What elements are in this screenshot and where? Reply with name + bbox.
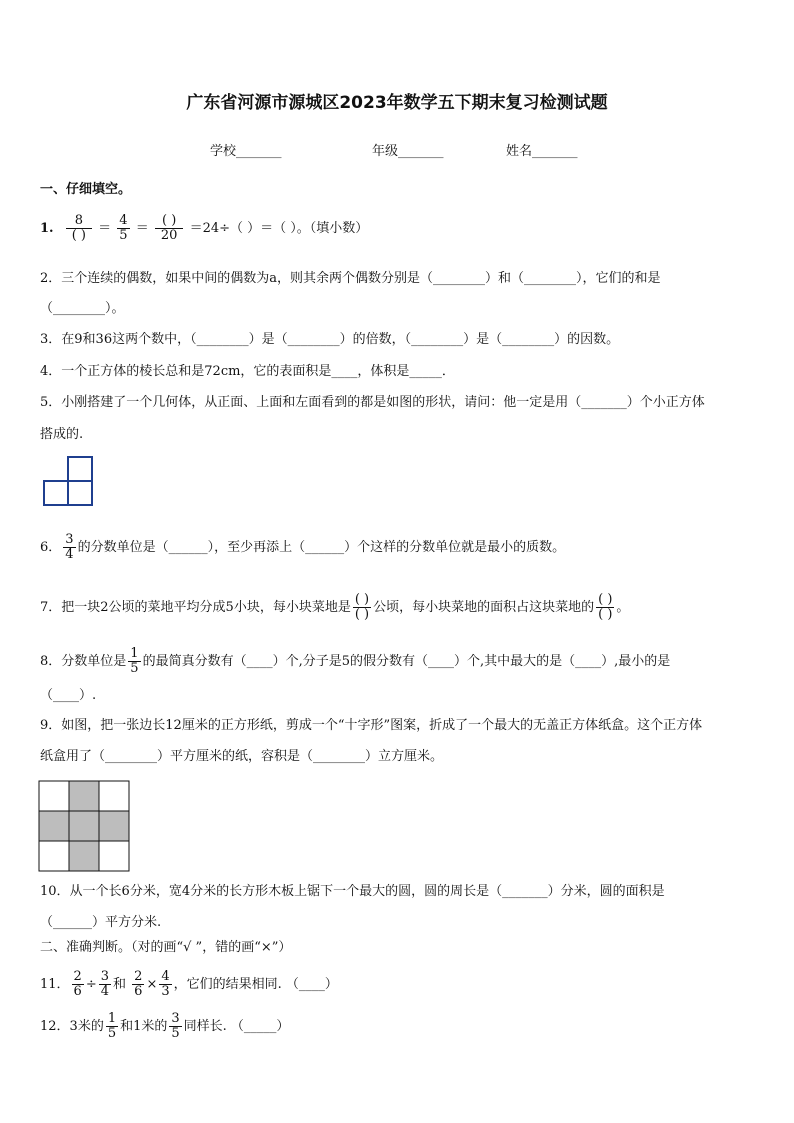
question-2-line-2: （________）。 — [40, 301, 125, 316]
question-11: 11． $\frac{2}{6}$ ÷ $\frac{3}{4}$ 和 $\frac{2}{6}$ × $\frac{4}{3}$ ，它们的结果相同. （____） — [40, 969, 338, 999]
fraction: $\frac{1}{5}$ — [107, 1011, 117, 1041]
fraction: $\frac{1}{5}$ — [130, 646, 139, 676]
question-8-line-2: （____）. — [40, 688, 97, 703]
fraction: $\frac{2}{6}$ — [73, 969, 82, 999]
question-5-line-1: 5．小刚搭建了一个几何体，从正面、上面和左面看到的都是如图的形状，请问：他一定是用（_______）个小正方体 — [40, 395, 705, 410]
fraction: $\frac{3}{4}$ — [100, 969, 110, 999]
grade-field: 年级_______ — [372, 144, 444, 159]
question-12: 12．3米的 $\frac{1}{5}$ 和1米的 $\frac{3}{5}$ 同样长. （_____） — [40, 1011, 290, 1041]
question-10-line-1: 10．从一个长6分米，宽4分米的长方形木板上锯下一个最大的圆，圆的周长是（_______）分米，圆的面积是 — [40, 884, 665, 899]
section-1-heading: 一、仔细填空。 — [40, 182, 132, 197]
fraction: $\frac{( )}{( )}$ — [354, 592, 370, 622]
q5-block-figure — [42, 455, 96, 507]
question-4: 4．一个正方体的棱长总和是72cm，它的表面积是____，体积是_____． — [40, 364, 455, 379]
question-6: 6． $\frac{3}{4}$ 的分数单位是（______），至少再添上（______）个这样的分数单位就是最小的质数。 — [40, 532, 566, 562]
section-2-heading: 二、准确判断。（对的画“√ ”，错的画“×”） — [40, 940, 292, 955]
fraction: $\frac{2}{6}$ — [134, 969, 143, 999]
question-9-line-1: 9．如图，把一张边长12厘米的正方形纸，剪成一个“十字形”图案，折成了一个最大的无盖正方体纸盒。这个正方体 — [40, 718, 703, 733]
fraction: $\frac{8}{( )}$ — [66, 214, 92, 243]
question-5-line-2: 搭成的. — [40, 427, 84, 442]
question-1: 1. $\frac{8}{( )}$ ＝ $\frac{4}{5}$ ＝ $\frac{( )}{20}$ ＝24÷（ ）＝（ ）。（填小数） — [40, 213, 369, 243]
question-10-line-2: （______）平方分米. — [40, 915, 162, 930]
fraction: $\frac{4}{5}$ — [119, 213, 128, 243]
fraction: $\frac{3}{4}$ — [65, 532, 74, 562]
school-field: 学校_______ — [210, 144, 282, 159]
question-7: 7．把一块2公顷的菜地平均分成5小块，每小块菜地是 $\frac{( )}{( )}$ 公顷，每小块菜地的面积占这块菜地的 $\frac{( )}{( )}$ 。 — [40, 592, 630, 622]
question-3: 3．在9和36这两个数中，（________）是（________）的倍数，（________）是（________）的因数。 — [40, 332, 620, 347]
figure-square — [68, 457, 92, 481]
fraction: $\frac{( )}{( )}$ — [598, 592, 613, 622]
fraction: $\frac{( )}{20}$ — [155, 214, 184, 243]
figure-square — [44, 481, 68, 505]
page-title: 广东省河源市源城区2023年数学五下期末复习检测试题 — [186, 93, 608, 113]
q9-cross-figure — [38, 780, 130, 872]
fraction: $\frac{4}{3}$ — [161, 969, 170, 999]
figure-square — [68, 481, 92, 505]
question-9-line-2: 纸盒用了（________）平方厘米的纸，容积是（________）立方厘米。 — [40, 749, 444, 764]
question-8-line-1: 8．分数单位是 $\frac{1}{5}$ 的最简真分数有（____）个,分子是5的假分数有（____）个,其中最大的是（____）,最小的是 — [40, 646, 671, 676]
cross-horizontal — [39, 811, 129, 841]
name-field: 姓名_______ — [506, 144, 578, 159]
fraction: $\frac{3}{5}$ — [171, 1011, 180, 1041]
question-2-line-1: 2．三个连续的偶数，如果中间的偶数为a，则其余两个偶数分别是（________）和（________），它们的和是 — [40, 271, 661, 286]
